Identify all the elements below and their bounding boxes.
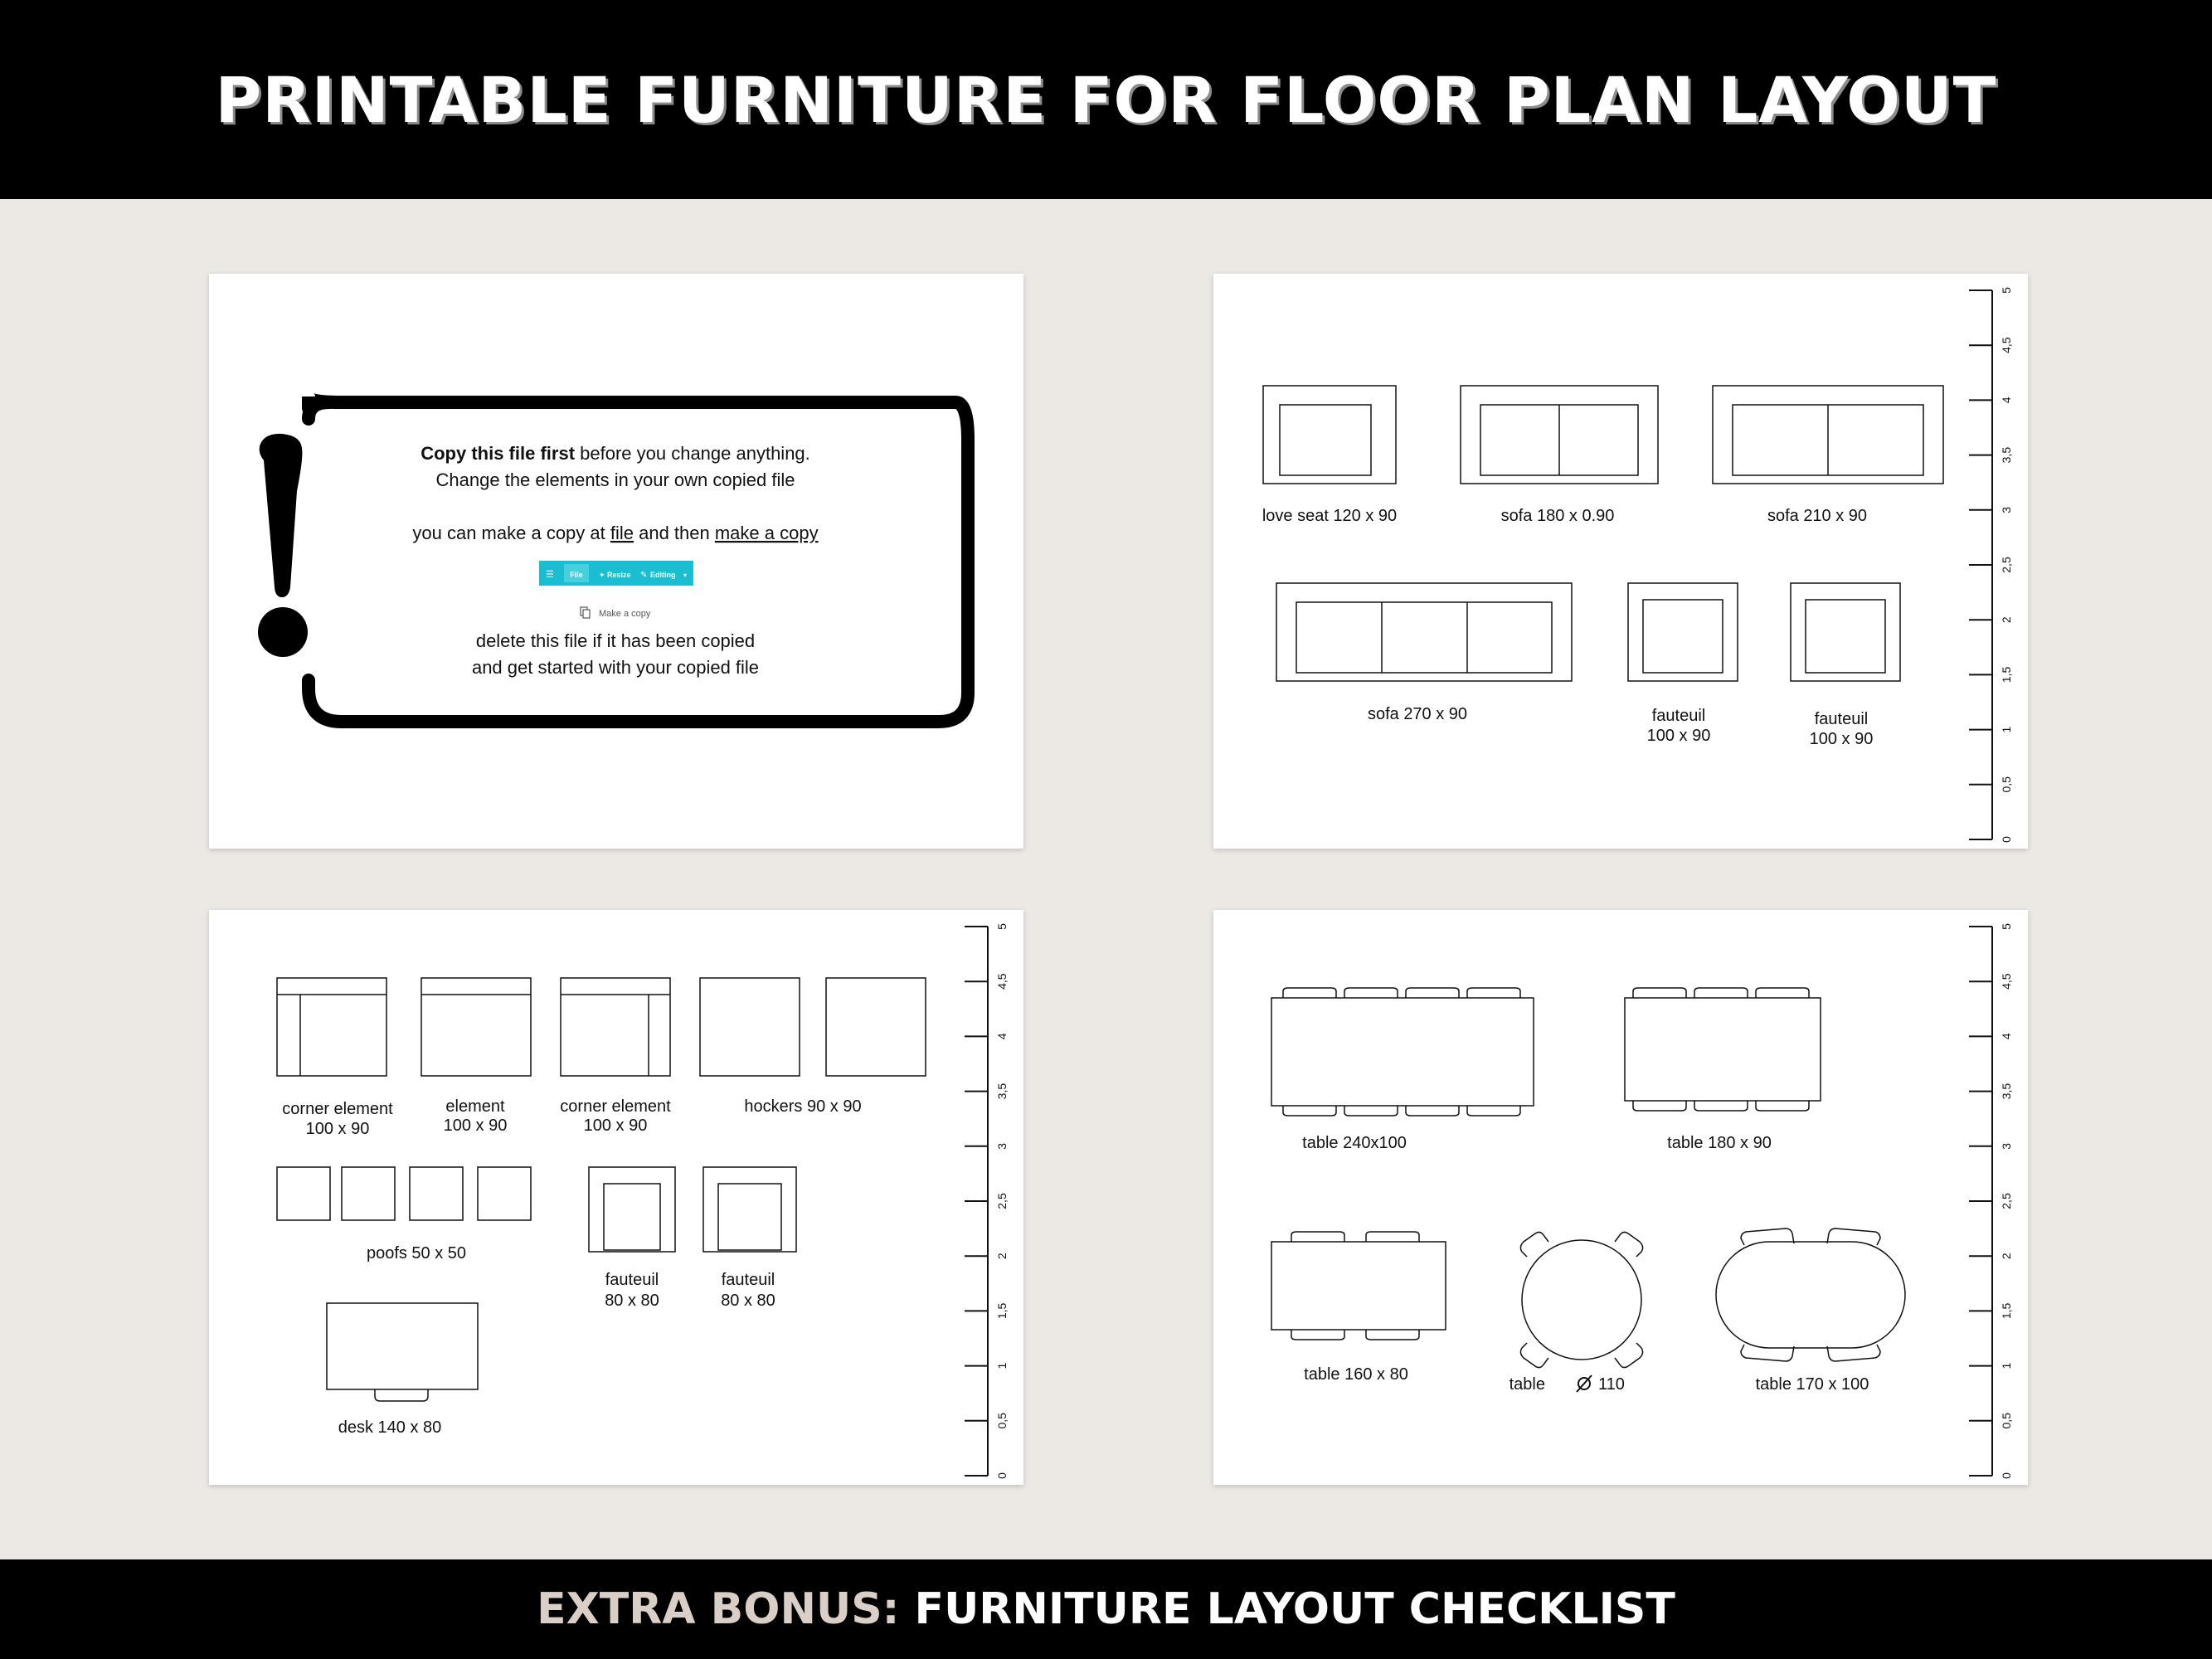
tables-sheet xyxy=(1213,910,2028,1485)
corner-element-2-label-2: 100 x 90 xyxy=(583,1117,648,1135)
fauteuil-b-symbol xyxy=(1791,583,1900,681)
notice-line3-mid: and then xyxy=(633,523,715,543)
sofas-card xyxy=(1213,274,2028,849)
scale-ruler xyxy=(965,923,1009,1479)
ruler-tick-label: 3,5 xyxy=(995,1082,1009,1100)
tables-card xyxy=(1213,910,2028,1485)
ruler-tick-label: 4,5 xyxy=(995,973,1009,990)
ruler-tick-label: 1,5 xyxy=(995,1302,1009,1320)
modular-sheet xyxy=(209,910,1023,1485)
ruler-tick-label: 3 xyxy=(2000,1142,2013,1150)
ruler-tick-label: 1 xyxy=(2000,726,2013,733)
ruler-tick-label: 1,5 xyxy=(2000,1302,2013,1320)
ruler-tick-label: 4,5 xyxy=(2000,337,2013,353)
menu-editing-label: Editing xyxy=(650,571,676,579)
sofa-210-label: sofa 210 x 90 xyxy=(1767,507,1868,525)
element-label-2: 100 x 90 xyxy=(443,1117,508,1135)
ruler-tick-label: 5 xyxy=(995,923,1009,930)
ruler-tick-label: 0 xyxy=(995,1472,1009,1479)
corner-element-1-symbol xyxy=(277,978,386,1076)
ruler-tick-label: 0,5 xyxy=(2000,776,2013,793)
ruler-tick-label: 5 xyxy=(2000,923,2013,930)
round-table-label-size: 110 xyxy=(1598,1375,1625,1394)
ruler-tick-label: 4 xyxy=(995,1033,1009,1040)
ruler-tick-label: 4,5 xyxy=(2000,973,2013,990)
fauteuil-a-label-1: fauteuil xyxy=(1651,707,1706,725)
notice-line1-rest: before you change anything. xyxy=(575,443,810,464)
hockers-symbol xyxy=(700,978,926,1076)
pencil-icon: ✎ xyxy=(640,571,648,580)
svg-text:Copy this file first before yo xyxy=(421,443,810,464)
exclamation-icon xyxy=(260,434,303,597)
fauteuil-b-label-1: fauteuil xyxy=(1814,710,1869,728)
table-240-symbol xyxy=(1271,988,1534,1116)
table-180-label: table 180 x 90 xyxy=(1667,1134,1772,1152)
ruler-tick-label: 4 xyxy=(2000,1033,2013,1040)
table-180-symbol xyxy=(1625,988,1821,1111)
element-symbol xyxy=(421,978,531,1076)
sofa-270-label: sofa 270 x 90 xyxy=(1367,705,1468,723)
table-170-symbol xyxy=(1716,1228,1905,1361)
exclamation-dot-icon xyxy=(258,607,308,657)
header-banner xyxy=(0,0,2212,199)
ruler-tick-label: 3,5 xyxy=(2000,446,2013,464)
round-table-label-prefix: table xyxy=(1509,1375,1545,1394)
ruler-tick-label: 2 xyxy=(2000,1253,2013,1260)
fauteuil-b-label-2: 100 x 90 xyxy=(1809,730,1874,748)
corner-element-1-label-1: corner element xyxy=(282,1100,393,1118)
corner-element-2-symbol xyxy=(561,978,670,1076)
love-seat-label: love seat 120 x 90 xyxy=(1262,507,1398,525)
fauteuil-80b-label-1: fauteuil xyxy=(721,1271,775,1289)
table-240-label: table 240x100 xyxy=(1302,1134,1407,1152)
ruler-tick-label: 2,5 xyxy=(2000,557,2013,573)
table-160-symbol xyxy=(1271,1232,1446,1340)
desk-symbol xyxy=(327,1303,478,1401)
notice-line1-bold: Copy this file first xyxy=(421,443,576,464)
ruler-tick-label: 3,5 xyxy=(2000,1082,2013,1100)
hockers-label: hockers 90 x 90 xyxy=(744,1097,862,1116)
notice-line5: and get started with your copied file xyxy=(471,657,760,678)
corner-element-1-label-2: 100 x 90 xyxy=(305,1120,370,1138)
ruler-tick-label: 2,5 xyxy=(995,1193,1009,1209)
ruler-tick-label: 1 xyxy=(2000,1362,2013,1370)
bonus-rest: FURNITURE LAYOUT CHECKLIST xyxy=(899,1584,1675,1634)
fauteuil-80a-label-1: fauteuil xyxy=(605,1271,659,1289)
notice-line3-pre: you can make a copy at xyxy=(412,523,610,543)
hamburger-icon: ☰ xyxy=(546,570,554,580)
notice-card xyxy=(209,274,1023,849)
ruler-tick-label: 0,5 xyxy=(2000,1413,2013,1429)
ruler-tick-label: 2 xyxy=(995,1253,1009,1260)
ruler-tick-label: 0 xyxy=(2000,836,2013,843)
bonus-title xyxy=(537,1584,1675,1634)
resize-icon: ✦ xyxy=(599,571,605,579)
fauteuil-80a-label-2: 80 x 80 xyxy=(605,1292,659,1310)
svg-text:you can make a copy at file an xyxy=(412,523,818,543)
fauteuil-80b-label-2: 80 x 80 xyxy=(721,1292,775,1310)
love-seat-symbol xyxy=(1263,386,1396,484)
table-170-label: table 170 x 100 xyxy=(1755,1375,1869,1394)
menu-resize-label: Resize xyxy=(607,571,631,579)
page-title: PRINTABLE FURNITURE FOR FLOOR PLAN LAYOUT xyxy=(215,62,1997,137)
table-160-label: table 160 x 80 xyxy=(1304,1365,1408,1384)
file-link[interactable]: file xyxy=(610,523,634,543)
diameter-icon xyxy=(1577,1375,1592,1392)
ruler-tick-label: 4 xyxy=(2000,397,2013,404)
fauteuil-80b-symbol xyxy=(703,1167,796,1252)
ruler-tick-label: 2 xyxy=(2000,616,2013,624)
menu-bar-illustration xyxy=(539,561,693,586)
poofs-label: poofs 50 x 50 xyxy=(366,1244,467,1262)
footer-banner xyxy=(0,1559,2212,1659)
sofa-180-label: sofa 180 x 0.90 xyxy=(1500,507,1615,525)
ruler-tick-label: 1 xyxy=(995,1362,1009,1370)
make-copy-illustration xyxy=(581,607,651,619)
scale-ruler xyxy=(1969,287,2013,843)
sofa-180-symbol xyxy=(1461,386,1658,484)
sofa-210-symbol xyxy=(1713,386,1943,484)
sofas-sheet xyxy=(1213,274,2028,849)
notice-graphic xyxy=(209,274,1023,849)
sofa-270-symbol xyxy=(1276,583,1572,681)
ruler-tick-label: 0,5 xyxy=(995,1413,1009,1429)
modular-card xyxy=(209,910,1023,1485)
ruler-tick-label: 1,5 xyxy=(2000,666,2013,684)
notice-line2: Change the elements in your own copied file xyxy=(435,469,795,490)
poofs-symbol xyxy=(277,1167,531,1220)
menu-file-label: File xyxy=(570,571,583,579)
scale-ruler xyxy=(1969,923,2013,1479)
make-copy-label: Make a copy xyxy=(599,609,651,619)
fauteuil-80a-symbol xyxy=(589,1167,675,1252)
ruler-tick-label: 5 xyxy=(2000,287,2013,294)
ruler-tick-label: 0 xyxy=(2000,1472,2013,1479)
ruler-tick-label: 2,5 xyxy=(2000,1193,2013,1209)
ruler-tick-label: 3 xyxy=(2000,506,2013,513)
round-table-symbol xyxy=(1520,1232,1642,1367)
notice-line4: delete this file if it has been copied xyxy=(475,630,756,651)
make-copy-link[interactable]: make a copy xyxy=(714,523,819,543)
fauteuil-a-symbol xyxy=(1628,583,1738,681)
ruler-tick-label: 3 xyxy=(995,1142,1009,1150)
fauteuil-a-label-2: 100 x 90 xyxy=(1646,727,1711,745)
corner-element-2-label-1: corner element xyxy=(560,1097,671,1116)
bonus-accent: EXTRA BONUS: xyxy=(537,1584,900,1634)
desk-label: desk 140 x 80 xyxy=(338,1418,442,1437)
element-label-1: element xyxy=(445,1097,505,1116)
chevron-down-icon: ▾ xyxy=(683,572,688,579)
